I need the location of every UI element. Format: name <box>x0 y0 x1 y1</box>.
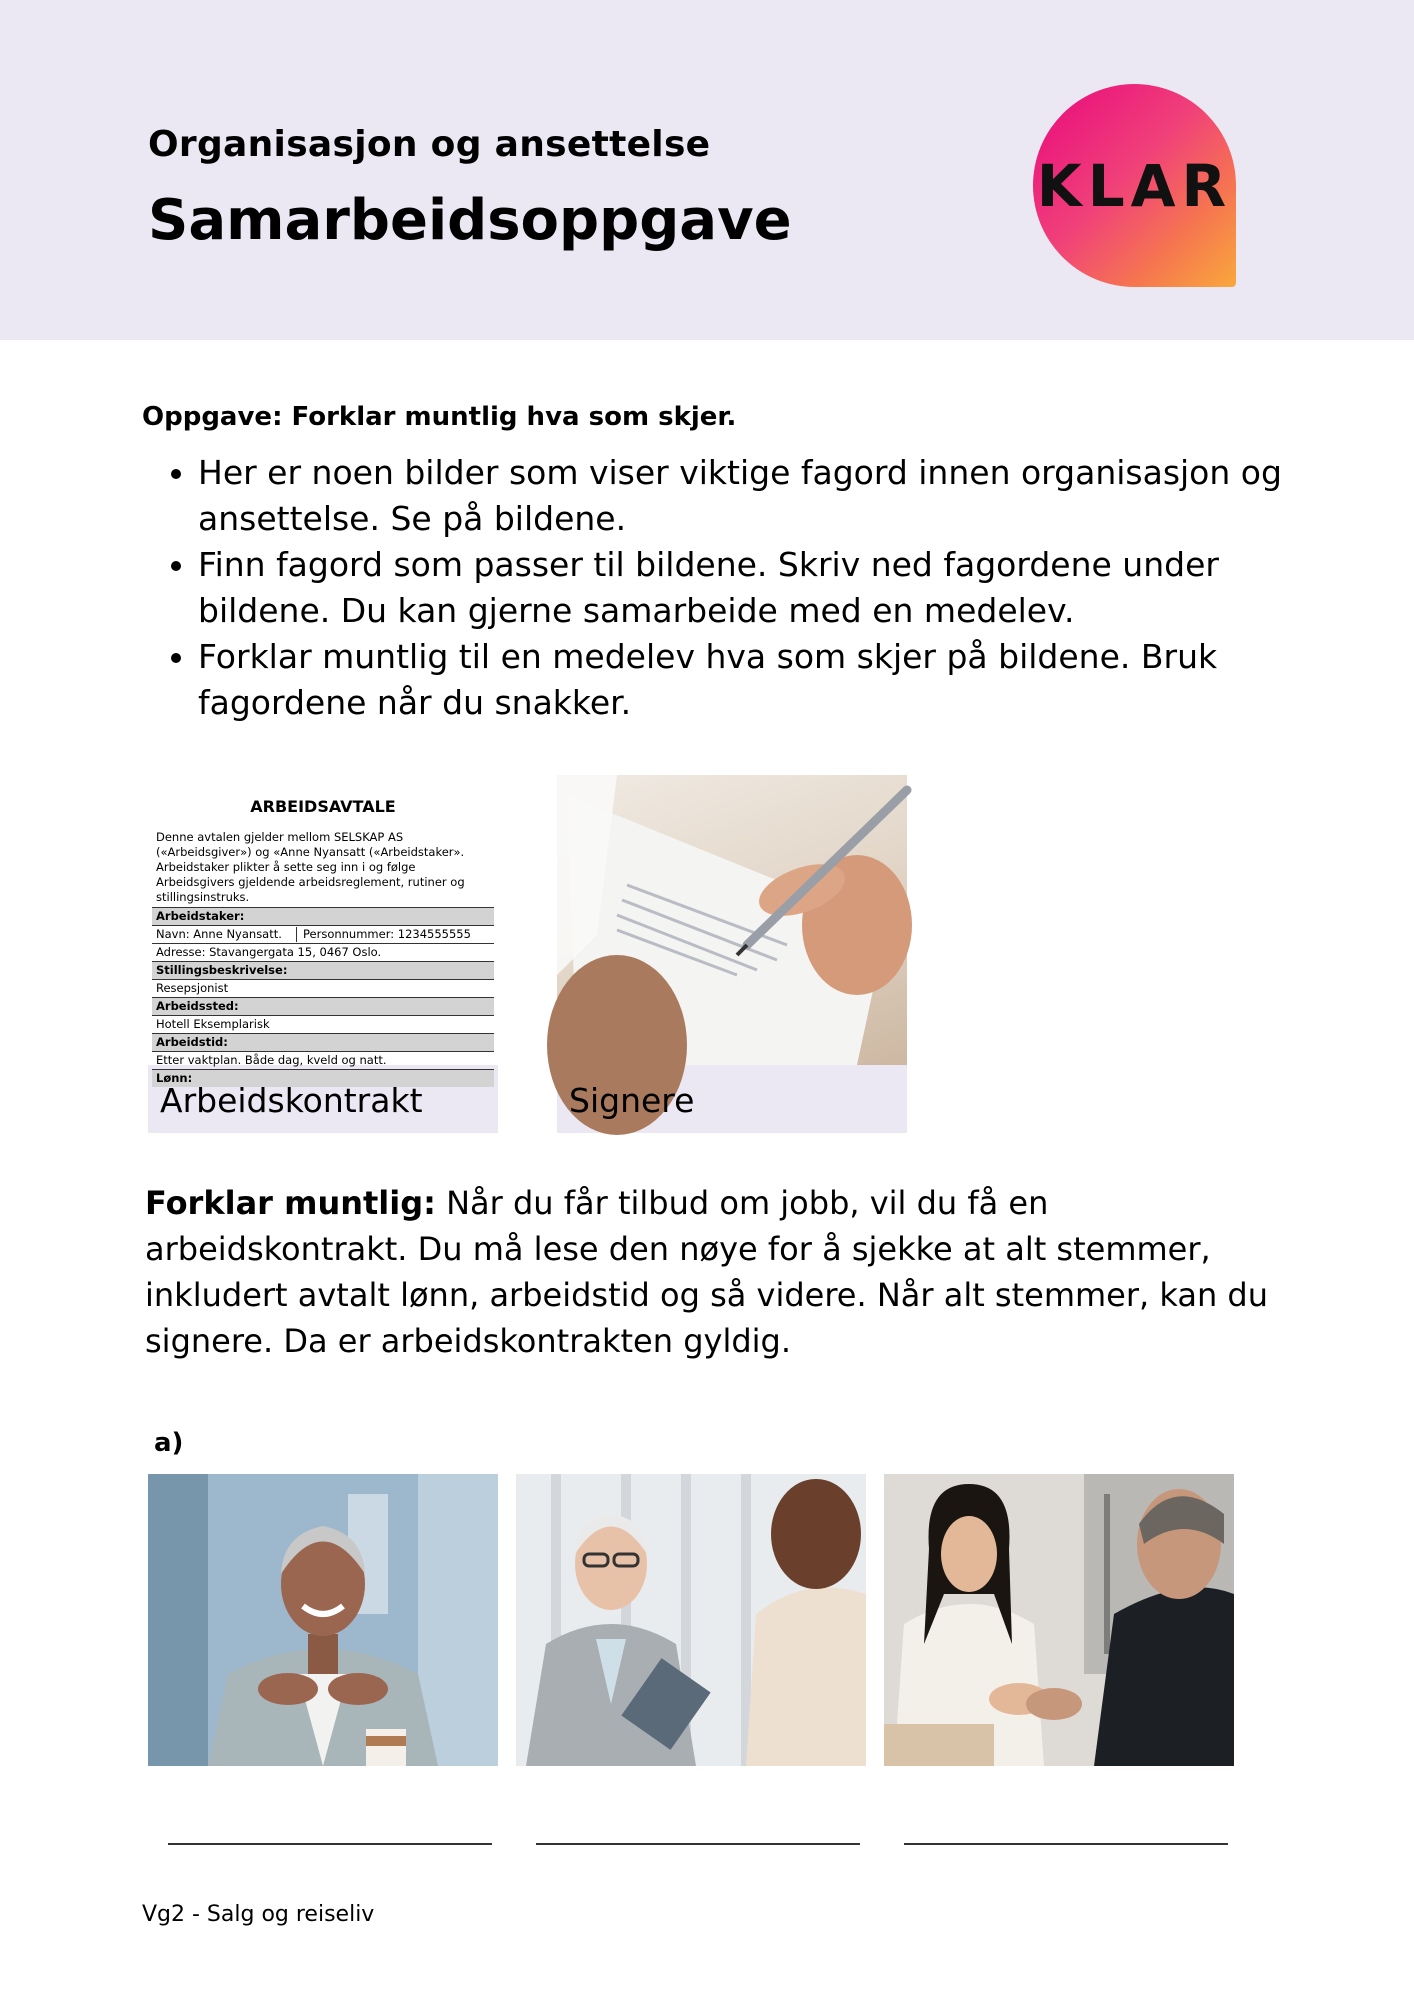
task-bullet-list <box>142 450 1298 726</box>
task-heading: Oppgave: Forklar muntlig hva som skjer. <box>142 402 737 432</box>
sign-card <box>557 775 907 1133</box>
task-bullet: • Finn fagord som passer til bildene. Skriv ned fagordene under bildene. Du kan gjerne samarbeide med en medelev. <box>198 542 1298 634</box>
logo-text: KLAR <box>1036 151 1233 220</box>
contract-doc-row: Adresse: Stavangergata 15, 0467 Oslo. <box>152 943 494 961</box>
contract-card-caption: Arbeidskontrakt <box>160 1081 423 1120</box>
task-bullet: • Forklar muntlig til en medelev hva som skjer på bildene. Bruk fagordene når du snakker. <box>198 634 1298 726</box>
contract-doc-row <box>152 925 494 943</box>
explanation-paragraph <box>145 1180 1275 1364</box>
klar-logo <box>1033 84 1236 287</box>
photo-interviewer-with-clipboard <box>516 1474 866 1766</box>
task-bullet: • Her er noen bilder som viser viktige fagord innen organisasjon og ansettelse. Se på bildene. <box>198 450 1298 542</box>
contract-doc-title: ARBEIDSAVTALE <box>250 797 396 816</box>
explanation-label: Forklar muntlig: <box>145 1184 436 1222</box>
contract-doc-row: Arbeidssted: <box>152 997 494 1015</box>
contract-doc-row: Lønn: <box>152 1069 494 1087</box>
contract-doc-row: Arbeidstid: <box>152 1033 494 1051</box>
contract-doc-cell: Personnummer: 1234555555 <box>303 927 471 941</box>
page-footer: Vg2 - Salg og reiseliv <box>142 1902 375 1927</box>
exercise-label: a) <box>154 1428 184 1458</box>
signing-photo <box>557 775 907 1065</box>
contract-document-image <box>148 775 498 1085</box>
answer-line <box>904 1843 1228 1845</box>
sign-card-caption: Signere <box>569 1081 695 1120</box>
contract-doc-row: Hotell Eksemplarisk <box>152 1015 494 1033</box>
contract-doc-row: Stillingsbeskrivelse: <box>152 961 494 979</box>
contract-doc-row: Resepsjonist <box>152 979 494 997</box>
photo-handshake <box>884 1474 1234 1766</box>
photo-smiling-businesswoman <box>148 1474 498 1766</box>
answer-line <box>168 1843 492 1845</box>
contract-doc-cell: Navn: Anne Nyansatt. <box>156 927 297 942</box>
signing-illustration <box>557 775 907 1065</box>
explanation-text: Når du får tilbud om jobb, vil du få en arbeidskontrakt. Du må lese den nøye for å sjekke at alt stemmer, inkludert avtalt lønn, arbeidstid og så videre. Når alt stemmer, kan du signere. Da er arbeidskontrakten gyldig. <box>145 1184 1268 1360</box>
contract-doc-row: Arbeidstaker: <box>152 907 494 925</box>
page-subtitle: Organisasjon og ansettelse <box>148 124 711 165</box>
page-title: Samarbeidsoppgave <box>148 188 792 253</box>
contract-doc-intro: Denne avtalen gjelder mellom SELSKAP AS («Arbeidsgiver») og «Anne Nyansatt («Arbeidstaker». Arbeidstaker plikter å sette seg inn i og følge Arbeidsgivers gjeldende arbeidsreglement, rutiner og stillingsinstruks. <box>156 830 465 904</box>
contract-card <box>148 775 498 1133</box>
answer-line <box>536 1843 860 1845</box>
contract-doc-row: Etter vaktplan. Både dag, kveld og natt. <box>152 1051 494 1069</box>
header-band <box>0 0 1414 340</box>
